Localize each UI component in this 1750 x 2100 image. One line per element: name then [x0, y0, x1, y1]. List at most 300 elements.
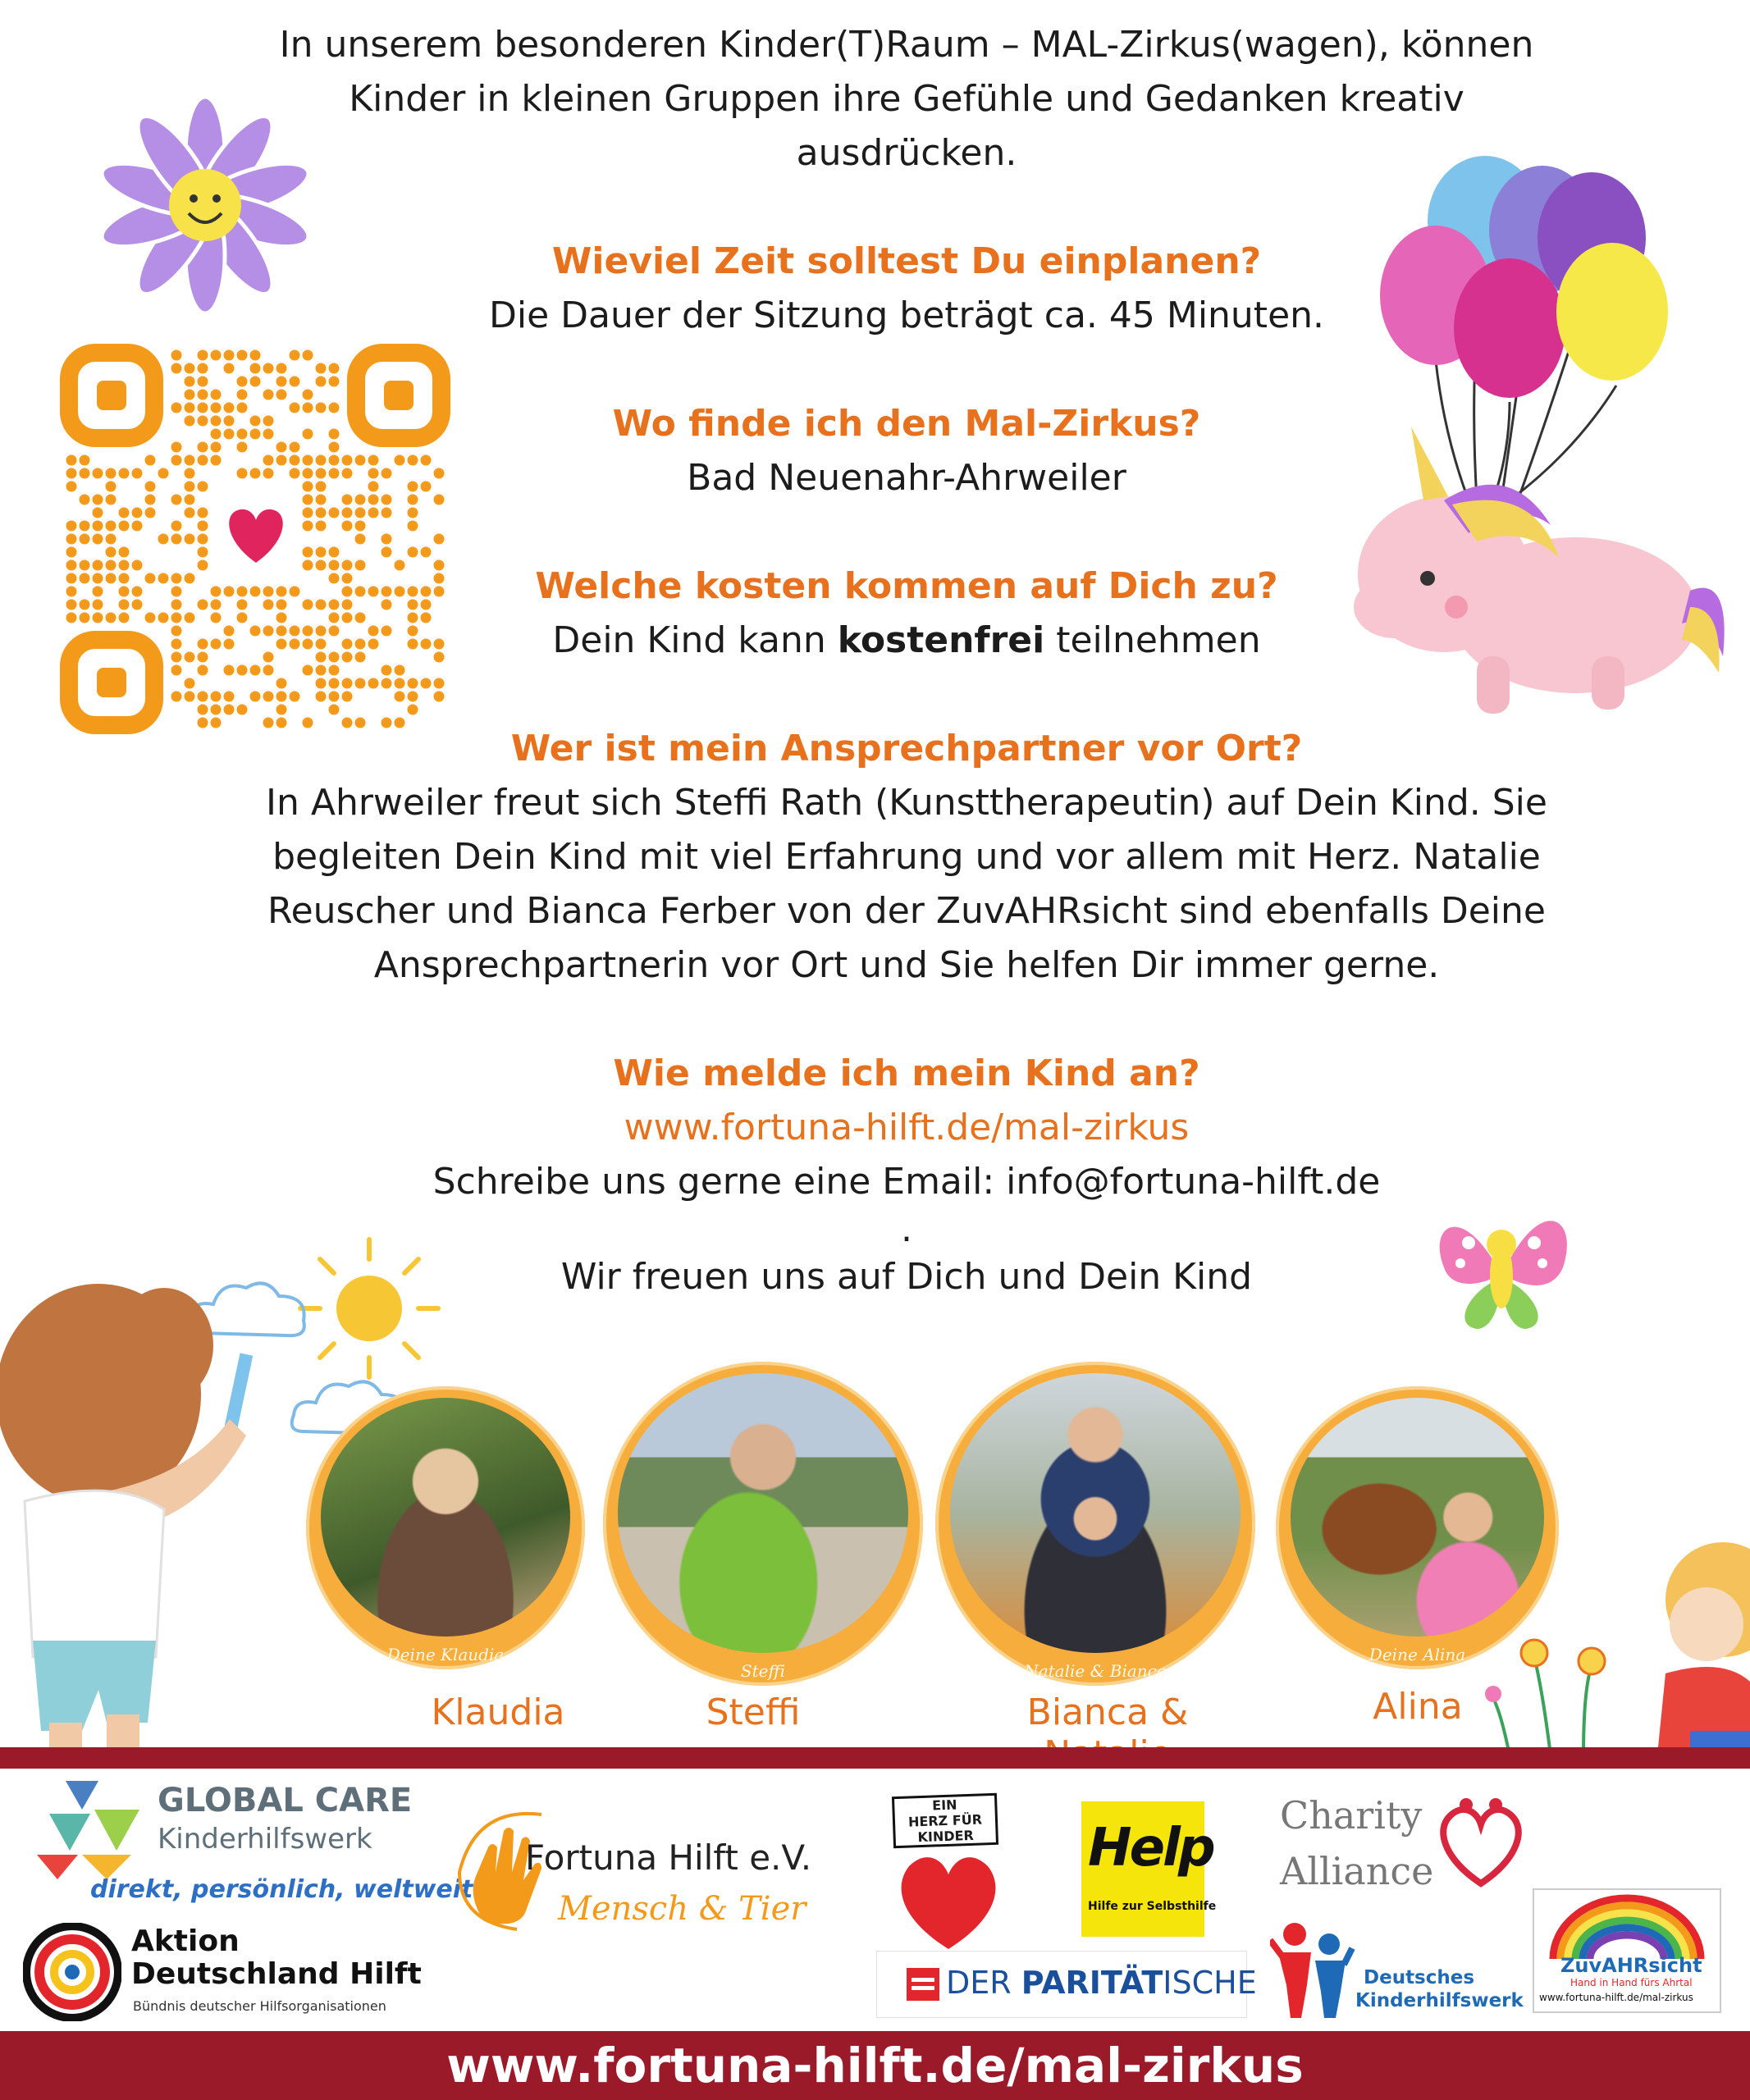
register-link[interactable]: www.fortuna-hilft.de/mal-zirkus [624, 1107, 1190, 1148]
qr-module [237, 350, 248, 361]
charity-alliance-title-2: Alliance [1280, 1849, 1434, 1893]
qr-module [421, 639, 432, 650]
dot-line: . [901, 1208, 912, 1250]
qr-module [119, 468, 130, 479]
qr-module [211, 587, 222, 597]
rainbow-icon [1534, 1893, 1720, 1959]
qr-module [303, 508, 313, 518]
qr-module [158, 613, 169, 623]
qr-module [342, 573, 353, 584]
qr-module [263, 363, 274, 374]
qr-module [224, 429, 235, 440]
qr-module [382, 547, 392, 558]
question-duration: Wieviel Zeit solltest Du einplanen? [551, 240, 1262, 282]
qr-module [355, 639, 366, 650]
qr-module [290, 455, 300, 466]
steffi-signature: Steffi [740, 1661, 786, 1681]
qr-module [303, 560, 313, 571]
fortuna-subtitle: Mensch & Tier [558, 1890, 806, 1928]
qr-module [171, 573, 182, 584]
qr-module [342, 678, 353, 689]
qr-module [211, 390, 222, 400]
qr-module [421, 613, 432, 623]
qr-module [382, 665, 392, 676]
qr-module [290, 442, 300, 453]
qr-module [355, 560, 366, 571]
qr-module [434, 534, 445, 545]
qr-module [119, 587, 130, 597]
qr-code[interactable] [59, 343, 451, 735]
qr-module [342, 600, 353, 610]
qr-module [382, 626, 392, 637]
qr-module [316, 363, 327, 374]
qr-module [250, 377, 261, 387]
qr-module [434, 587, 445, 597]
ein-herz-fuer-kinder-logo [893, 1795, 1004, 1959]
qr-module [263, 416, 274, 427]
qr-module [80, 521, 90, 532]
qr-module [303, 718, 313, 728]
question-contact: Wer ist mein Ansprechpartner vor Ort? [510, 728, 1303, 769]
qr-module [80, 600, 90, 610]
qr-module [211, 718, 222, 728]
qr-module [290, 587, 300, 597]
qr-module [276, 718, 287, 728]
qr-module [368, 508, 379, 518]
qr-module [408, 678, 418, 689]
qr-module [342, 508, 353, 518]
qr-module [93, 468, 103, 479]
qr-module [171, 521, 182, 532]
qr-module [185, 363, 195, 374]
qr-module [171, 442, 182, 453]
qr-module [106, 495, 117, 505]
qr-module [290, 350, 300, 361]
qr-module [316, 600, 327, 610]
help-subtitle: Hilfe zur Selbsthilfe [1088, 1900, 1217, 1913]
qr-module [316, 547, 327, 558]
qr-module [185, 573, 195, 584]
qr-module [237, 665, 248, 676]
qr-module [185, 692, 195, 702]
qr-module [342, 521, 353, 532]
qr-module [211, 705, 222, 715]
answer-cost-bold: kostenfrei [837, 619, 1045, 661]
qr-module [93, 560, 103, 571]
qr-module [171, 639, 182, 650]
qr-module [237, 468, 248, 479]
qr-module [408, 482, 418, 492]
qr-module [198, 455, 208, 466]
answer-cost-pre: Dein Kind kann [552, 619, 838, 661]
qr-module [171, 455, 182, 466]
qr-module [368, 626, 379, 637]
name-bianca-natalie: Bianca & [1026, 1691, 1189, 1733]
qr-module [80, 560, 90, 571]
portrait-klaudia [306, 1386, 585, 1669]
qr-module [198, 350, 208, 361]
qr-module [171, 587, 182, 597]
qr-module [80, 455, 90, 466]
qr-module [237, 600, 248, 610]
qr-module [421, 600, 432, 610]
footer-url[interactable]: www.fortuna-hilft.de/mal-zirkus [446, 2038, 1304, 2093]
qr-module [185, 468, 195, 479]
qr-module [276, 600, 287, 610]
question-location: Wo finde ich den Mal-Zirkus? [612, 403, 1201, 445]
qr-module [316, 495, 327, 505]
global-care-subtitle: Kinderhilfswerk [158, 1823, 372, 1856]
answer-location: Bad Neuenahr-Ahrweiler [687, 457, 1126, 499]
qr-module [408, 547, 418, 558]
qr-module [211, 416, 222, 427]
qr-module [185, 678, 195, 689]
qr-module [198, 639, 208, 650]
name-steffi: Steffi [706, 1691, 801, 1733]
qr-module [276, 390, 287, 400]
qr-module [106, 468, 117, 479]
qr-module [329, 429, 340, 440]
qr-module [66, 560, 77, 571]
qr-module [198, 718, 208, 728]
qr-module [185, 377, 195, 387]
qr-module [342, 718, 353, 728]
qr-module [106, 534, 117, 545]
qr-module [171, 495, 182, 505]
qr-module [106, 613, 117, 623]
qr-module [263, 600, 274, 610]
qr-module [368, 455, 379, 466]
qr-module [93, 613, 103, 623]
qr-module [329, 678, 340, 689]
qr-module [185, 482, 195, 492]
qr-module [132, 508, 143, 518]
question-cost: Welche kosten kommen auf Dich zu? [535, 565, 1278, 607]
qr-module [211, 639, 222, 650]
qr-module [395, 665, 405, 676]
zuvahrsicht-subtitle: Hand in Hand fürs Ahrtal [1570, 1977, 1693, 1988]
dkhw-title-2: Kinderhilfswerk [1355, 1990, 1524, 2011]
qr-module [316, 377, 327, 387]
qr-module [198, 416, 208, 427]
qr-module [434, 692, 445, 702]
aktion-subtitle: Bündnis deutscher Hilfsorganisationen [133, 1998, 386, 2014]
qr-module [224, 363, 235, 374]
qr-module [145, 495, 156, 505]
qr-module [158, 573, 169, 584]
answer-cost-post: teilnehmen [1044, 619, 1261, 661]
qr-module [303, 600, 313, 610]
paritaetische-logo [876, 1951, 1257, 2018]
qr-module [132, 468, 143, 479]
qr-module [263, 468, 274, 479]
qr-module [198, 390, 208, 400]
qr-module [316, 639, 327, 650]
qr-module [119, 547, 130, 558]
qr-module [250, 350, 261, 361]
qr-module [171, 534, 182, 545]
qr-module [421, 678, 432, 689]
qr-module [329, 573, 340, 584]
qr-module [237, 390, 248, 400]
flower-icon [98, 98, 312, 312]
qr-module [408, 600, 418, 610]
alina-photo [1291, 1398, 1544, 1637]
aktion-deutschland-hilft-logo-icon [23, 1923, 121, 2021]
qr-module [66, 482, 77, 492]
qr-module [329, 363, 340, 374]
qr-module [276, 678, 287, 689]
qr-module [93, 495, 103, 505]
qr-module [276, 692, 287, 702]
qr-module [198, 377, 208, 387]
portrait-steffi [603, 1362, 923, 1686]
qr-module [408, 626, 418, 637]
qr-module [106, 547, 117, 558]
qr-module [303, 455, 313, 466]
qr-module [329, 455, 340, 466]
paritaetische-icon [907, 1968, 939, 2001]
qr-module [132, 521, 143, 532]
qr-module [250, 692, 261, 702]
portrait-bianca-natalie [935, 1362, 1255, 1686]
global-care-tagline: direkt, persönlich, weltweit [90, 1875, 473, 1904]
qr-module [80, 495, 90, 505]
qr-module [171, 600, 182, 610]
qr-module [80, 468, 90, 479]
qr-module [434, 468, 445, 479]
qr-module [66, 534, 77, 545]
qr-module [263, 587, 274, 597]
qr-module [382, 468, 392, 479]
qr-module [198, 534, 208, 545]
qr-module [250, 429, 261, 440]
qr-module [106, 521, 117, 532]
qr-module [198, 547, 208, 558]
qr-module [66, 468, 77, 479]
qr-module [276, 442, 287, 453]
qr-module [211, 692, 222, 702]
qr-module [250, 587, 261, 597]
qr-module [355, 678, 366, 689]
qr-module [250, 363, 261, 374]
qr-module [198, 600, 208, 610]
qr-module [185, 495, 195, 505]
qr-module [171, 665, 182, 676]
qr-module [329, 705, 340, 715]
qr-module [342, 692, 353, 702]
qr-module [434, 678, 445, 689]
global-care-logo-icon [33, 1777, 148, 1883]
qr-module [263, 718, 274, 728]
qr-module [329, 626, 340, 637]
qr-module [93, 521, 103, 532]
qr-module [237, 587, 248, 597]
qr-module [303, 350, 313, 361]
qr-module [263, 626, 274, 637]
qr-module [316, 692, 327, 702]
qr-module [395, 718, 405, 728]
qr-module [237, 442, 248, 453]
herz-line-1: EIN [931, 1796, 957, 1814]
qr-module [198, 482, 208, 492]
qr-module [132, 600, 143, 610]
qr-module [224, 403, 235, 413]
qr-module [250, 468, 261, 479]
qr-module [316, 521, 327, 532]
qr-module [185, 455, 195, 466]
qr-module [276, 626, 287, 637]
bianca-natalie-signature: Natalie & Bianca [1024, 1661, 1167, 1681]
qr-module [66, 547, 77, 558]
help-logo [1081, 1801, 1217, 1937]
closing-line: Wir freuen uns auf Dich und Dein Kind [560, 1256, 1253, 1298]
qr-module [329, 613, 340, 623]
herz-line-3: KINDER [917, 1827, 975, 1846]
qr-module [237, 705, 248, 715]
qr-module [250, 416, 261, 427]
qr-module [408, 508, 418, 518]
qr-module [237, 403, 248, 413]
qr-module [368, 482, 379, 492]
qr-module [198, 363, 208, 374]
qr-module [119, 560, 130, 571]
qr-module [408, 455, 418, 466]
qr-module [368, 495, 379, 505]
qr-module [106, 560, 117, 571]
dkhw-title-1: Deutsches [1364, 1967, 1475, 1988]
qr-module [185, 534, 195, 545]
qr-module [198, 508, 208, 518]
qr-module [185, 508, 195, 518]
qr-module [368, 468, 379, 479]
name-alina: Alina [1373, 1686, 1463, 1728]
qr-module [316, 678, 327, 689]
qr-module [421, 455, 432, 466]
qr-module [434, 639, 445, 650]
qr-module [198, 692, 208, 702]
qr-module [382, 718, 392, 728]
help-title: Help [1088, 1818, 1213, 1879]
qr-module [395, 587, 405, 597]
qr-module [276, 377, 287, 387]
qr-module [263, 665, 274, 676]
qr-module [93, 534, 103, 545]
qr-module [342, 652, 353, 663]
zuvahrsicht-url: www.fortuna-hilft.de/mal-zirkus [1539, 1992, 1693, 2003]
qr-module [132, 587, 143, 597]
qr-module [290, 692, 300, 702]
qr-module [93, 508, 103, 518]
qr-module [355, 587, 366, 597]
email-line: Schreibe uns gerne eine Email: info@fortuna-hilft.de [432, 1161, 1381, 1203]
qr-module [66, 573, 77, 584]
qr-module [119, 521, 130, 532]
sun-icon [295, 1235, 443, 1382]
qr-module [237, 613, 248, 623]
qr-module [224, 587, 235, 597]
qr-module [106, 573, 117, 584]
zuvahrsicht-logo [1533, 1888, 1721, 2013]
qr-module [211, 442, 222, 453]
qr-module [408, 613, 418, 623]
global-care-title: GLOBAL CARE [158, 1782, 413, 1819]
qr-module [316, 560, 327, 571]
qr-module [198, 652, 208, 663]
qr-module [145, 482, 156, 492]
butterfly-icon [1428, 1194, 1575, 1337]
qr-module [224, 626, 235, 637]
qr-module [224, 416, 235, 427]
qr-module [316, 626, 327, 637]
qr-module [171, 692, 182, 702]
qr-module [395, 455, 405, 466]
qr-module [342, 639, 353, 650]
qr-module [434, 495, 445, 505]
qr-module [66, 600, 77, 610]
qr-module [276, 705, 287, 715]
qr-module [303, 495, 313, 505]
qr-module [368, 639, 379, 650]
qr-module [382, 600, 392, 610]
qr-module [382, 678, 392, 689]
qr-module [355, 521, 366, 532]
qr-module [303, 482, 313, 492]
qr-module [303, 468, 313, 479]
qr-module [382, 508, 392, 518]
qr-module [185, 403, 195, 413]
qr-module [355, 718, 366, 728]
qr-module [80, 534, 90, 545]
qr-module [158, 534, 169, 545]
qr-module [171, 363, 182, 374]
qr-module [342, 613, 353, 623]
qr-module [185, 416, 195, 427]
qr-module [329, 468, 340, 479]
footer-url-band [0, 2031, 1750, 2100]
qr-module [93, 573, 103, 584]
qr-module [276, 455, 287, 466]
qr-module [211, 350, 222, 361]
qr-module [316, 403, 327, 413]
qr-module [250, 665, 261, 676]
qr-module [303, 547, 313, 558]
qr-module [145, 613, 156, 623]
herz-line-2: HERZ FÜR [907, 1811, 983, 1830]
qr-module [342, 495, 353, 505]
klaudia-signature: Deine Klaudia [386, 1645, 505, 1664]
steffi-photo [618, 1373, 908, 1653]
qr-module [198, 442, 208, 453]
qr-module [329, 560, 340, 571]
qr-module [355, 495, 366, 505]
qr-module [263, 429, 274, 440]
qr-module [408, 705, 418, 715]
aktion-title-1: Aktion [131, 1924, 240, 1958]
name-klaudia: Klaudia [431, 1691, 565, 1733]
qr-module [224, 350, 235, 361]
qr-module [355, 534, 366, 545]
qr-module [198, 560, 208, 571]
qr-module [211, 455, 222, 466]
qr-module [382, 587, 392, 597]
qr-module [434, 652, 445, 663]
zuvahrsicht-title: ZuvAHRsicht [1560, 1954, 1702, 1977]
qr-module [329, 442, 340, 453]
qr-module [329, 600, 340, 610]
qr-module [329, 652, 340, 663]
qr-module [408, 521, 418, 532]
